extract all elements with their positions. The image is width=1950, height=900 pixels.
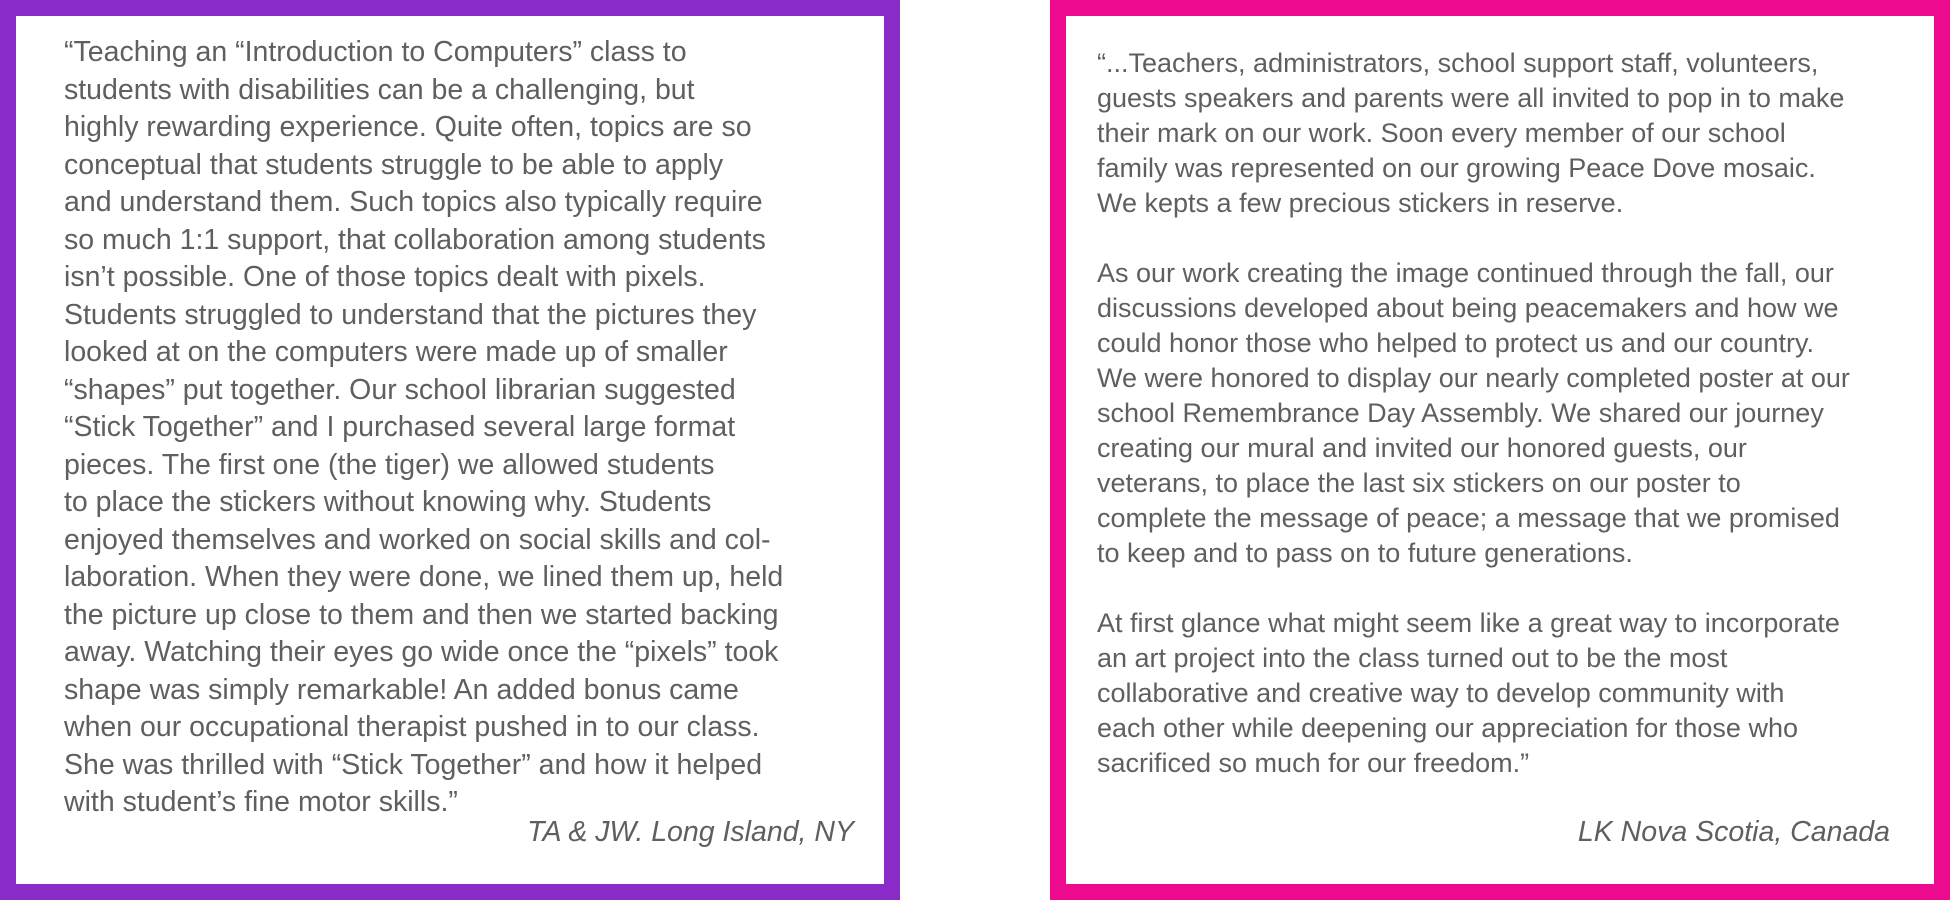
- testimonial-attribution: LK Nova Scotia, Canada: [1577, 816, 1890, 848]
- testimonial-quote: [1097, 46, 1947, 816]
- quote-paragraph: “...Teachers, administrators, school support staff, volunteers, guests speakers and parents were all invited to pop in to make their mark on our work. Soon every member of our school family was represented on our growing Peace Dove mosaic. We kepts a few precious stickers in reserve.: [1097, 48, 1845, 218]
- testimonial-card-long-island: [0, 0, 900, 900]
- testimonial-quote: “Teaching an “Introduction to Computers” class to students with disabilities can be a challenging, but highly rewarding experience. Quite often, topics are so conceptual that students struggle to be able to apply and understand them. Such topics also typically require so much 1:1 support, that collaboration among students isn’t possible. One of those topics dealt with pixels. Students struggled to understand that the pictures they looked at on the computers were made up of smaller “shapes” put together. Our school librarian suggested “Stick Together” and I purchased several large format pieces. The first one (the tiger) we allowed students to place the stickers without knowing why. Students enjoyed themselves and worked on social skills and col- laboration. When they were done, we lined them up, held the picture up close to them and then we started backing away. Watching their eyes go wide once the “pixels” took shape was simply remarkable! An added bonus came when our occupational therapist pushed in to our class. She was thrilled with “Stick Together” and how it helped with student’s fine motor skills.”: [64, 36, 784, 818]
- testimonial-card-nova-scotia: [1050, 0, 1950, 900]
- quote-paragraph: As our work creating the image continued through the fall, our discussions developed about being peacemakers and how we could honor those who helped to protect us and our country. We were honored to display our nearly completed poster at our school Remembrance Day Assembly. We shared our journey creating our mural and invited our honored guests, our veterans, to place the last six stickers on our poster to complete the message of peace; a message that we promised to keep and to pass on to future generations.: [1097, 258, 1850, 568]
- testimonial-attribution: TA & JW. Long Island, NY: [527, 816, 854, 848]
- quote-paragraph: At first glance what might seem like a great way to incorporate an art project into the class turned out to be the most collaborative and creative way to develop community with each other while deepening our appreciation for those who sacrificed so much for our freedom.”: [1097, 608, 1840, 778]
